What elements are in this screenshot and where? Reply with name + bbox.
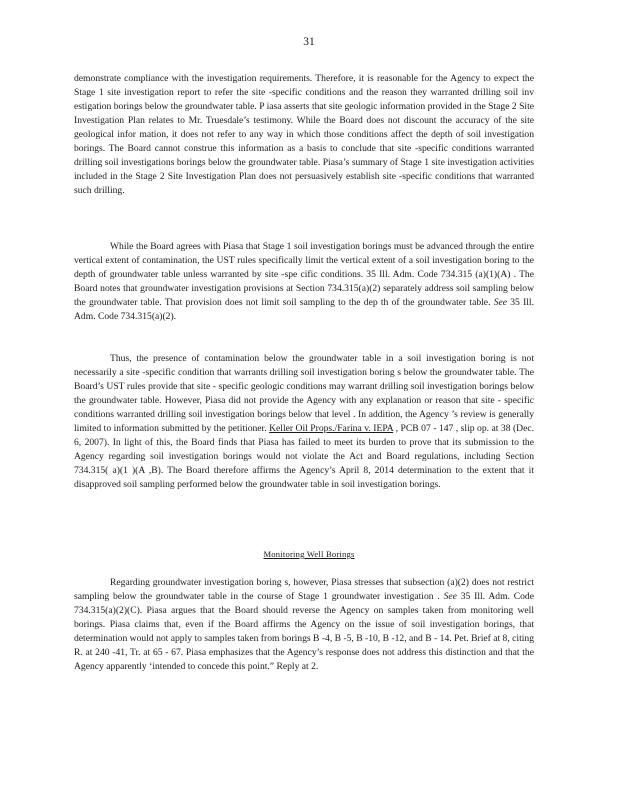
text-run: , PCB 07 - 147 , slip op. at 38 (Dec. 6, 2007). In light of this, the Board finds that Piasa has failed to meet its burden to prove that its submission to the Agency regarding soil investigation borings would not violate the Act and Board regulations, including Section 734.315( a)(1 )(A ,B). The Board therefore affirms the Agency’s April 8, 2014 determination to the extent that it disapproved soil sampling performed below the groundwater table in soil investigation borings. [74, 423, 535, 491]
text-run: 35 Ill. Adm. Code 734.315(a)(2). [74, 297, 534, 323]
text-run: Keller Oil Props./Farina v. IEPA [269, 423, 394, 435]
paragraph-3 [74, 352, 534, 492]
page-number: 31 [303, 36, 315, 48]
paragraph-4 [74, 576, 534, 674]
section-heading-text: Monitoring Well Borings [263, 549, 355, 559]
text-run: See [443, 591, 457, 603]
text-run: While the Board agrees with Piasa that Stage 1 soil investigation borings must be advanced through the entire vertical extent of contamination, the UST rules specifically limit the vertical extent of a soil investigation boring to the depth of groundwater table unless warranted by site -spe cific conditions. 35 Ill. Adm. Code 734.315 (a)(1)(A) . The Board notes that groundwater investigation provisions at Section 734.315(a)(2) separately address soil sampling below the groundwater table. That provision does not limit soil sampling to the dep th of the groundwater table. [74, 241, 534, 309]
section-heading [0, 549, 618, 559]
paragraph-1 [74, 72, 534, 198]
paragraph-2 [74, 240, 534, 324]
text-run: Thus, the presence of contamination below the groundwater table in a soil investigation boring is not necessarily a site -specific condition that warrants drilling soil investigation boring s below the groundwater table. The Board’s UST rules provide that site - specific geologic conditions may warrant drilling soil investigation borings below the groundwater table. However, Piasa did not provide the Agency with any explanation or reason that site - specific conditions warranted drilling soil investigation borings below that level . In addition, the Agency ’s review is generally limited to information submitted by the petitioner. [74, 353, 534, 435]
text-run: demonstrate compliance with the investigation requirements. Therefore, it is reasonable for the Agency to expect the Stage 1 site investigation report to refer the site -specific conditions and the reason they warranted drilling soil inv estigation borings below the groundwater table. P iasa asserts that site geologic information provided in the Stage 2 Site Investigation Plan relates to Mr. Truesdale’s testimony. While the Board does not discount the accuracy of the site geological infor mation, it does not refer to any way in which those conditions affect the depth of soil investigation borings. The Board cannot construe this information as a basis to conclude that site -specific conditions warranted drilling soil investigations borings below the groundwater table. Piasa’s summary of Stage 1 site investigation activities included in the Stage 2 Site Investigation Plan does not persuasively establish site -specific conditions that warranted such drilling. [74, 73, 534, 197]
text-run: See [493, 297, 508, 309]
text-run: 35 Ill. Adm. Code 734.315(a)(2)(C). Piasa argues that the Board should reverse the Agency on samples taken from monitoring well borings. Piasa claims that, even if the Board affirms the Agency on the issue of soil investigation borings, that determination would not apply to samples taken from borings B -4, B -5, B -10, B -12, and B - 14. Pet. Brief at 8, citing R. at 240 -41, Tr. at 65 - 67. Piasa emphasizes that the Agency’s response does not address this distinction and that the Agency apparently ‘intended to concede this point.” Reply at 2. [74, 591, 534, 673]
text-run: Regarding groundwater investigation boring s, however, Piasa stresses that subsection (a)(2) does not restrict sampling below the groundwater table in the course of Stage 1 groundwater investigation . [74, 577, 534, 603]
